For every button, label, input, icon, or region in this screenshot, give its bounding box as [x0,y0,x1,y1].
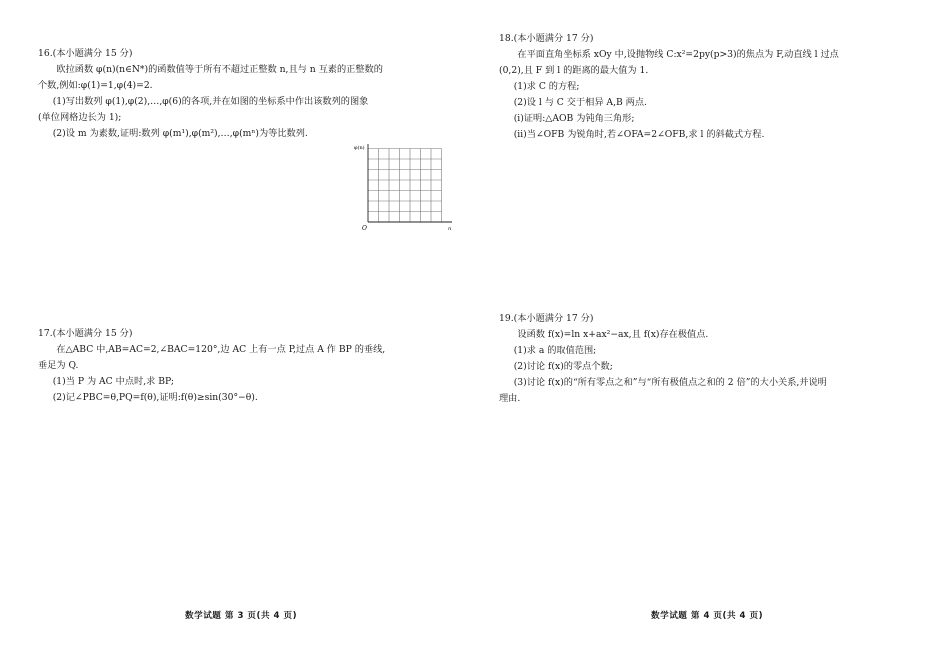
question-19-part1: (1)求 a 的取值范围; [513,345,597,356]
question-17-part1: (1)当 P 为 AC 中点时,求 BP; [52,376,174,387]
y-axis-label: φ(n) [354,145,365,151]
question-17 [38,326,458,406]
question-16-intro-1: 欧拉函数 φ(n)(n∈N*)的函数值等于所有不超过正整数 n,且与 n 互素的正整数的 [56,64,383,75]
question-17-head: 17.(本小题满分 15 分) [38,328,133,339]
question-16-intro-2: 个数,例如:φ(1)=1,φ(4)=2. [38,80,153,91]
question-19-intro: 设函数 f(x)=ln x+ax²−ax,且 f(x)存在极值点. [517,329,709,340]
question-19 [499,311,919,407]
question-17-intro-2: 垂足为 Q. [38,360,79,371]
question-18-head: 18.(本小题满分 17 分) [499,33,594,44]
x-axis-label: n [448,226,452,232]
question-16 [38,46,458,142]
coordinate-grid [352,140,456,232]
question-17-part2: (2)记∠PBC=θ,PQ=f(θ),证明:f(θ)≥sin(30°−θ). [52,392,258,403]
question-18-intro-1: 在平面直角坐标系 xOy 中,设抛物线 C:x²=2py(p>3)的焦点为 F,动直线 l 过点 [517,49,839,60]
question-16-part1-1: (1)写出数列 φ(1),φ(2),…,φ(6)的各项,并在如图的坐标系中作出该数列的图象 [52,96,369,107]
question-18-part1: (1)求 C 的方程; [513,81,580,92]
question-18 [499,31,919,143]
question-16-part1-2: (单位网格边长为 1); [38,112,122,123]
question-19-part3-1: (3)讨论 f(x)的“所有零点之和”与“所有极值点之和的 2 倍”的大小关系,并说明 [513,377,827,388]
origin-label: O [362,225,367,232]
question-18-part2: (2)设 l 与 C 交于相异 A,B 两点. [513,97,647,108]
question-18-part2-ii: (ⅱ)当∠OFB 为锐角时,若∠OFA=2∠OFB,求 l 的斜截式方程. [513,129,765,140]
question-18-intro-2: (0,2),且 F 到 l 的距离的最大值为 1. [499,65,649,76]
page-4-footer: 数学试题 第 4 页(共 4 页) [651,611,764,621]
question-19-part3-2: 理由. [499,393,521,404]
question-19-head: 19.(本小题满分 17 分) [499,313,594,324]
question-19-part2: (2)讨论 f(x)的零点个数; [513,361,613,372]
question-16-head: 16.(本小题满分 15 分) [38,48,133,59]
question-17-intro-1: 在△ABC 中,AB=AC=2,∠BAC=120°,边 AC 上有一点 P,过点 A 作 BP 的垂线, [56,344,386,355]
page-3-footer: 数学试题 第 3 页(共 4 页) [185,611,298,621]
question-16-part2: (2)设 m 为素数,证明:数列 φ(m¹),φ(m²),…,φ(mⁿ)为等比数列. [52,128,308,139]
question-18-part2-i: (ⅰ)证明:△AOB 为钝角三角形; [513,113,635,124]
